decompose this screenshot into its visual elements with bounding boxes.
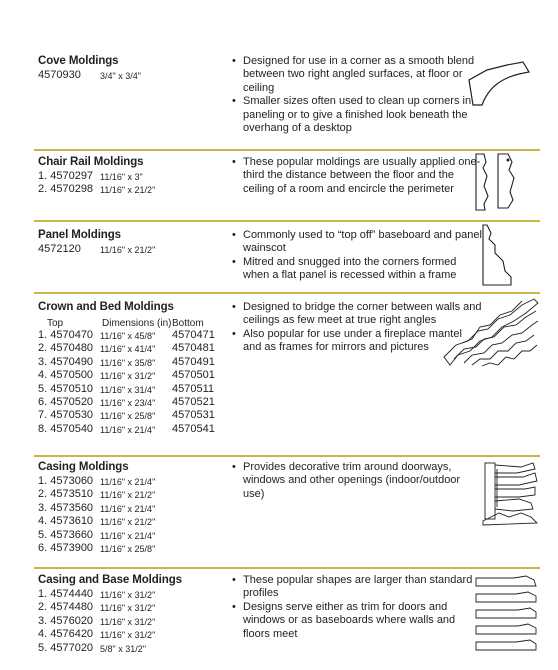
- section-title: Cove Moldings: [38, 55, 119, 67]
- product-number: 4572120: [38, 243, 81, 255]
- product-number: 6. 4570520: [38, 395, 94, 408]
- product-dimension: 11/16" x 21/4": [100, 424, 156, 435]
- product-dimension: 11/16" x 31/2": [100, 616, 156, 627]
- bullet-glyph: •: [232, 574, 236, 586]
- product-number: 3. 4573560: [38, 501, 94, 514]
- product-bottom-number: 4570541: [172, 422, 215, 435]
- bullet-text: These popular moldings are usually applied one-third the distance between the floor and the ceiling of a room and encircle the perimeter: [243, 156, 481, 195]
- product-dimension: 11/16" x 21/2": [100, 245, 156, 255]
- product-number: 5. 4573660: [38, 528, 94, 541]
- product-dimension: 11/16" x 35/8": [100, 357, 156, 368]
- product-dimension: 11/16" x 21/4": [100, 503, 156, 514]
- product-dimension: 11/16" x 31/2": [100, 590, 156, 600]
- bullet-glyph: •: [232, 600, 236, 613]
- bullet-glyph: •: [232, 229, 236, 241]
- bullet-text: Provides decorative trim around doorways, windows and other openings (indoor/outdoor use): [243, 461, 461, 500]
- product-dimension: 11/16" x 3": [100, 172, 143, 182]
- bullet-glyph: •: [232, 95, 236, 108]
- bullet-list: [232, 461, 482, 501]
- product-dimension: 11/16" x 21/2": [100, 490, 156, 501]
- product-dimension: 11/16" x 21/4": [100, 477, 156, 487]
- product-number: 3. 4570490: [38, 355, 94, 368]
- cove-moldings-section: [34, 55, 540, 147]
- bullet-item: [232, 256, 482, 283]
- bullet-item: [232, 461, 482, 501]
- panel-molding-profile-icon: [479, 223, 519, 287]
- product-dimension: 11/16" x 21/4": [100, 530, 156, 541]
- crown-bed-moldings-section: [34, 301, 540, 453]
- product-number: 1. 4570470: [38, 329, 94, 341]
- bullet-item: [232, 156, 482, 196]
- bullet-text: Commonly used to “top off” baseboard and panel wainscot: [243, 229, 482, 255]
- product-number: 1. 4574440: [38, 588, 94, 600]
- bullet-item: [232, 601, 482, 641]
- product-number: 7. 4570530: [38, 409, 94, 422]
- product-bottom-number: 4570531: [172, 409, 215, 422]
- section-divider: [34, 292, 540, 294]
- section-title: Chair Rail Moldings: [38, 156, 144, 168]
- bullet-glyph: •: [232, 461, 236, 473]
- product-dimension: 11/16" x 25/8": [100, 411, 156, 422]
- section-divider: [34, 220, 540, 222]
- bullet-item: [232, 574, 482, 601]
- bullet-list: [232, 229, 482, 283]
- section-divider: [34, 149, 540, 151]
- bullet-list: [232, 55, 482, 135]
- product-number: 2. 4570298: [38, 183, 94, 196]
- column-header-bottom: Bottom: [172, 318, 204, 329]
- product-number: 2. 4573510: [38, 488, 94, 501]
- product-number: 6. 4573900: [38, 541, 94, 554]
- bullet-glyph: •: [232, 55, 236, 67]
- product-dimension: 11/16" x 45/8": [100, 331, 156, 341]
- section-title: Casing and Base Moldings: [38, 574, 182, 586]
- product-bottom-number: 4570481: [172, 342, 215, 355]
- section-divider: [34, 455, 540, 457]
- product-dimension: 11/16" x 25/8": [100, 543, 156, 554]
- bullet-text: These popular shapes are larger than standard profiles: [243, 574, 473, 600]
- product-bottom-number: 4570491: [172, 355, 215, 368]
- bullet-text: Designed for use in a corner as a smooth blend between two right angled surfaces, at floor or ceiling: [243, 55, 475, 94]
- bullet-text: Designs serve either as trim for doors and windows or as baseboards where walls and floors meet: [243, 600, 456, 640]
- cove-molding-profile-icon: [467, 60, 533, 108]
- product-number: 2. 4570480: [38, 342, 94, 355]
- product-number: 4. 4573610: [38, 515, 94, 528]
- product-number: 1. 4570297: [38, 170, 94, 182]
- panel-moldings-section: [34, 229, 540, 289]
- product-number: 1. 4573060: [38, 475, 94, 487]
- product-bottom-number: 4570521: [172, 395, 215, 408]
- bullet-glyph: •: [232, 327, 236, 340]
- product-bottom-number: 4570511: [172, 382, 215, 395]
- chair-rail-profile-icon: [472, 152, 522, 212]
- product-number: 5. 4577020: [38, 641, 94, 654]
- column-header-dimensions: Dimensions (in): [102, 318, 172, 329]
- bullet-glyph: •: [232, 255, 236, 268]
- chair-rail-moldings-section: [34, 156, 540, 218]
- product-bottom-number: 4570471: [172, 329, 215, 341]
- product-dimension: 11/16" x 41/4": [100, 344, 156, 355]
- product-number: 4570930: [38, 69, 81, 81]
- bullet-list: [232, 156, 482, 196]
- section-title: Crown and Bed Moldings: [38, 301, 174, 313]
- bullet-item: [232, 55, 482, 95]
- column-header-top: Top: [47, 318, 64, 329]
- bullet-text: Also popular for use under a fireplace mantel and as frames for mirrors and pictures: [243, 327, 462, 354]
- casing-molding-profiles-icon: [479, 459, 541, 527]
- product-dimension: 5/8" x 31/2": [100, 643, 146, 654]
- product-number: 8. 4570540: [38, 422, 94, 435]
- product-number: 2. 4574480: [38, 601, 94, 614]
- bullet-item: [232, 229, 482, 256]
- product-number: 5. 4570510: [38, 382, 94, 395]
- product-dimension: 11/16" x 31/4": [100, 384, 156, 395]
- product-number: 4. 4576420: [38, 628, 94, 641]
- section-title: Panel Moldings: [38, 229, 121, 241]
- product-dimension: 11/16" x 31/2": [100, 630, 156, 641]
- product-dimension: 11/16" x 21/2": [100, 517, 156, 528]
- product-dimension: 11/16" x 21/2": [100, 185, 156, 196]
- bullet-list: [232, 574, 482, 641]
- bullet-glyph: •: [232, 156, 236, 168]
- bullet-text: Smaller sizes often used to clean up corners in paneling or to give a finished look beneath the overhang of a desktop: [243, 95, 472, 135]
- bullet-glyph: •: [232, 301, 236, 313]
- casing-base-profiles-icon: [474, 574, 540, 658]
- bullet-item: [232, 95, 482, 135]
- section-divider: [34, 567, 540, 569]
- product-dimension: 11/16" x 23/4": [100, 397, 156, 408]
- bullet-text: Mitred and snugged into the corners formed when a flat panel is recessed within a frame: [243, 255, 457, 282]
- product-number: 4. 4570500: [38, 369, 94, 382]
- product-dimension: 11/16" x 31/2": [100, 371, 156, 382]
- product-number: 3. 4576020: [38, 614, 94, 627]
- casing-moldings-section: [34, 461, 540, 565]
- casing-base-moldings-section: [34, 574, 540, 668]
- crown-molding-profiles-icon: [442, 295, 540, 367]
- bullet-text: Designed to bridge the corner between walls and ceilings as few meet at true right angles: [243, 301, 482, 327]
- product-dimension: 3/4" x 3/4": [100, 71, 141, 81]
- section-title: Casing Moldings: [38, 461, 129, 473]
- product-dimension: 11/16" x 31/2": [100, 603, 156, 614]
- product-bottom-number: 4570501: [172, 369, 215, 382]
